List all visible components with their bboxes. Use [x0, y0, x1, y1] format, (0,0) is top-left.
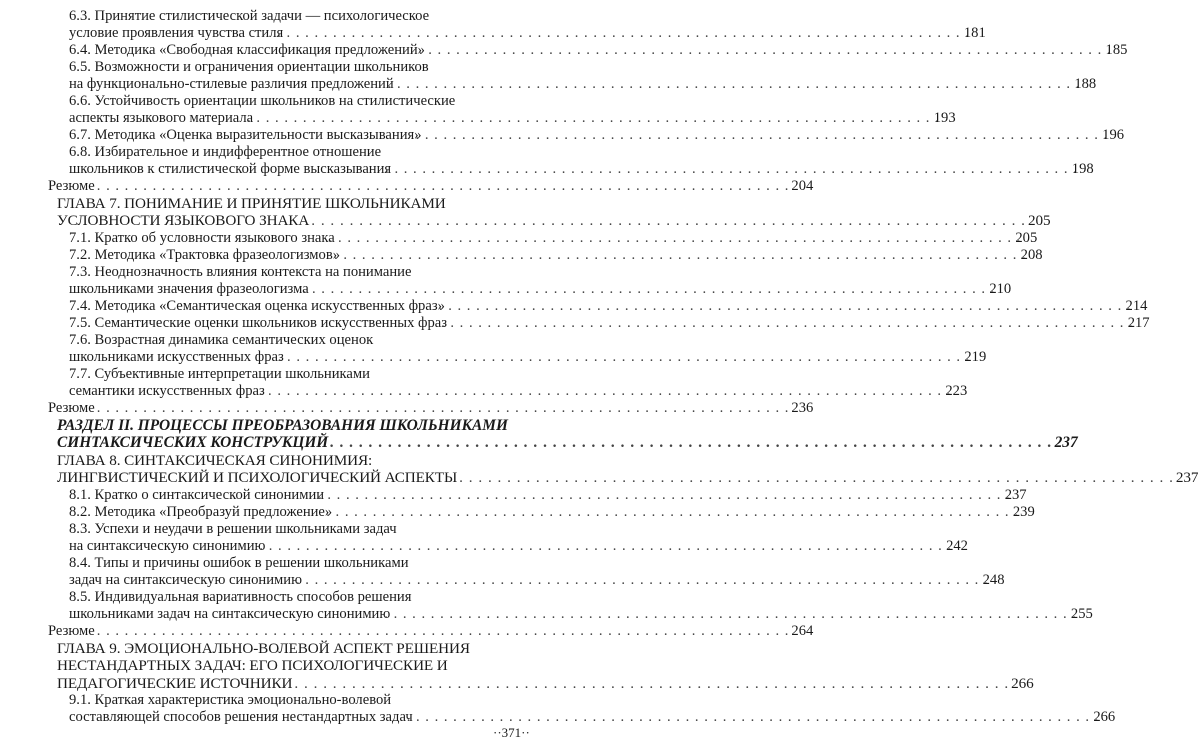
toc-page-number: 248	[982, 571, 1005, 588]
toc-entry-title: Резюме	[48, 399, 95, 416]
toc-page-number: 204	[791, 178, 814, 194]
toc-entry-title: школьников к стилистической форме высказывания	[69, 161, 392, 177]
toc-subsection	[69, 246, 1043, 264]
toc-page-number: 208	[1020, 246, 1043, 263]
toc-chapter	[57, 639, 1034, 692]
toc-entry-title: школьниками значения фразеологизма	[69, 280, 309, 297]
toc-subsection	[69, 692, 1116, 726]
toc-entry-title: НЕСТАНДАРТНЫХ ЗАДАЧ: ЕГО ПСИХОЛОГИЧЕСКИЕ И	[57, 657, 448, 675]
dot-leader	[267, 383, 952, 400]
toc-page-number: 237	[1175, 469, 1198, 487]
toc-page-number: 237	[1004, 486, 1027, 503]
toc-subsection	[69, 8, 986, 42]
toc-entry-title: 7.1. Кратко об условности языкового знака	[69, 229, 335, 246]
dot-leader	[311, 281, 996, 298]
toc-page-number: 236	[791, 399, 814, 416]
toc-entry-title: 6.8. Избирательное и индифферентное отношение	[69, 144, 382, 160]
toc-entry-title: 6.4. Методика «Свободная классификация предложений»	[69, 42, 425, 58]
dot-leader	[427, 42, 1112, 59]
toc-page-number: 181	[963, 25, 986, 41]
toc-entry-title: ГЛАВА 7. ПОНИМАНИЕ И ПРИНЯТИЕ ШКОЛЬНИКАМИ	[57, 195, 446, 212]
table-of-contents	[0, 8, 1198, 726]
toc-subsection	[69, 229, 1038, 247]
page-number: ··371··	[493, 725, 530, 740]
toc-subsection	[69, 127, 1125, 144]
toc-subsection	[69, 365, 968, 400]
toc-entry-title: РАЗДЕЛ II. ПРОЦЕССЫ ПРЕОБРАЗОВАНИЯ ШКОЛЬНИКАМИ	[57, 416, 508, 434]
dot-leader	[393, 161, 1078, 178]
toc-page-number: 266	[1093, 709, 1116, 726]
toc-subsection	[69, 314, 1150, 332]
toc-entry-title: 9.1. Краткая характеристика эмоционально-волевой	[69, 692, 392, 709]
dot-leader	[267, 538, 952, 555]
toc-subsection	[69, 59, 1097, 93]
toc-summary	[48, 178, 814, 195]
toc-chapter	[57, 452, 1198, 487]
toc-entry-title: 8.3. Успехи и неудачи в решении школьниками задач	[69, 520, 397, 537]
dot-leader	[447, 298, 1132, 315]
toc-entry-title: ЛИНГВИСТИЧЕСКИЙ И ПСИХОЛОГИЧЕСКИЙ АСПЕКТЫ	[57, 469, 458, 487]
toc-entry-title: на функционально-стилевые различия предложений	[69, 76, 394, 92]
toc-entry-title: аспекты языкового материала	[69, 110, 254, 126]
dot-leader	[97, 400, 790, 417]
dot-leader	[342, 247, 1027, 264]
dot-leader	[396, 76, 1081, 93]
toc-subsection	[69, 93, 956, 127]
toc-entry-title: 8.5. Индивидуальная вариативность способов решения	[69, 588, 412, 605]
toc-entry-title: Резюме	[48, 178, 95, 194]
toc-entry-title: условие проявления чувства стиля	[69, 25, 284, 41]
toc-page-number: 239	[1012, 503, 1035, 520]
toc-page-number: 210	[989, 280, 1012, 297]
toc-entry-title: составляющей способов решения нестандартных задач	[69, 709, 413, 726]
toc-page-number: 214	[1125, 297, 1148, 314]
toc-subsection	[69, 554, 1005, 589]
toc-page-number: 205	[1015, 229, 1038, 246]
toc-page-number: 198	[1071, 161, 1094, 177]
toc-entry-title: 7.4. Методика «Семантическая оценка искусственных фраз»	[69, 297, 445, 314]
dot-leader	[311, 212, 1026, 229]
toc-entry-title: СИНТАКСИЧЕСКИХ КОНСТРУКЦИЙ	[57, 434, 329, 452]
dot-leader	[286, 349, 971, 366]
toc-page-number: 237	[1054, 434, 1078, 452]
toc-subsection	[69, 331, 987, 366]
dot-leader	[97, 623, 790, 640]
toc-subsection	[69, 42, 1128, 59]
toc-page-number: 193	[933, 110, 956, 126]
toc-subsection	[69, 520, 968, 555]
toc-page-number: 266	[1011, 674, 1034, 692]
toc-summary	[48, 622, 814, 640]
toc-entry-title: УСЛОВНОСТИ ЯЗЫКОВОГО ЗНАКА	[57, 212, 310, 230]
toc-entry-title: 8.1. Кратко о синтаксической синонимии	[69, 486, 325, 503]
toc-page-number: 219	[964, 348, 987, 365]
toc-page-number: 205	[1027, 212, 1051, 230]
toc-summary	[48, 399, 814, 417]
toc-page-number: 242	[946, 537, 968, 554]
toc-entry-title: 7.5. Семантические оценки школьников искусственных фраз	[69, 314, 448, 331]
toc-entry-title: ПЕДАГОГИЧЕСКИЕ ИСТОЧНИКИ	[57, 674, 293, 692]
toc-entry-title: 7.2. Методика «Трактовка фразеологизмов»	[69, 246, 341, 263]
dot-leader	[424, 127, 1109, 144]
toc-page-number: 217	[1127, 314, 1150, 331]
toc-entry-title: ГЛАВА 9. ЭМОЦИОНАЛЬНО-ВОЛЕВОЙ АСПЕКТ РЕШЕНИЯ	[57, 639, 470, 657]
dot-leader	[337, 230, 1022, 247]
toc-entry-title: школьниками искусственных фраз	[69, 348, 284, 365]
toc-entry-title: школьниками задач на синтаксическую синонимию	[69, 605, 391, 622]
toc-page-number: 188	[1074, 76, 1097, 92]
toc-entry-title: 7.3. Неоднозначность влияния контекста на понимание	[69, 263, 412, 280]
toc-entry-title: на синтаксическую синонимию	[69, 537, 266, 554]
toc-page-number: 255	[1070, 605, 1093, 622]
toc-entry-title: 8.2. Методика «Преобразуй предложение»	[69, 503, 333, 520]
dot-leader	[415, 709, 1100, 726]
toc-entry-title: задач на синтаксическую синонимию	[69, 571, 302, 588]
toc-entry-title: семантики искусственных фраз	[69, 382, 265, 399]
toc-entry-title: 8.4. Типы и причины ошибок в решении школьниками	[69, 554, 409, 571]
toc-entry-title: 6.3. Принятие стилистической задачи — психологическое	[69, 8, 430, 24]
dot-leader	[449, 315, 1134, 332]
dot-leader	[334, 504, 1019, 521]
toc-page-number: 196	[1102, 127, 1125, 143]
dot-leader	[255, 110, 940, 127]
dot-leader	[326, 487, 1011, 504]
toc-subsection	[69, 144, 1094, 178]
toc-subsection	[69, 297, 1148, 315]
toc-subsection	[69, 588, 1093, 623]
dot-leader	[330, 434, 1052, 452]
toc-subsection	[69, 503, 1035, 521]
toc-subsection	[69, 486, 1027, 504]
toc-entry-title: 6.6. Устойчивость ориентации школьников на стилистические	[69, 93, 456, 109]
toc-chapter	[57, 195, 1051, 230]
toc-page-number: 264	[791, 622, 814, 639]
toc-entry-title: 7.6. Возрастная динамика семантических оценок	[69, 331, 374, 348]
dot-leader	[294, 675, 1009, 692]
toc-subsection	[69, 263, 1012, 298]
toc-page-number: 185	[1105, 42, 1128, 58]
toc-entry-title: ГЛАВА 8. СИНТАКСИЧЕСКАЯ СИНОНИМИЯ:	[57, 452, 373, 469]
dot-leader	[285, 25, 970, 42]
toc-part	[57, 416, 1078, 452]
dot-leader	[304, 572, 989, 589]
toc-entry-title: 6.7. Методика «Оценка выразительности высказывания»	[69, 127, 422, 143]
dot-leader	[459, 469, 1174, 486]
toc-entry-title: 6.5. Возможности и ограничения ориентации школьников	[69, 59, 429, 75]
toc-entry-title: Резюме	[48, 622, 95, 639]
dot-leader	[392, 606, 1077, 623]
toc-entry-title: 7.7. Субъективные интерпретации школьниками	[69, 365, 370, 382]
dot-leader	[97, 178, 790, 195]
toc-page-number: 223	[945, 382, 968, 399]
